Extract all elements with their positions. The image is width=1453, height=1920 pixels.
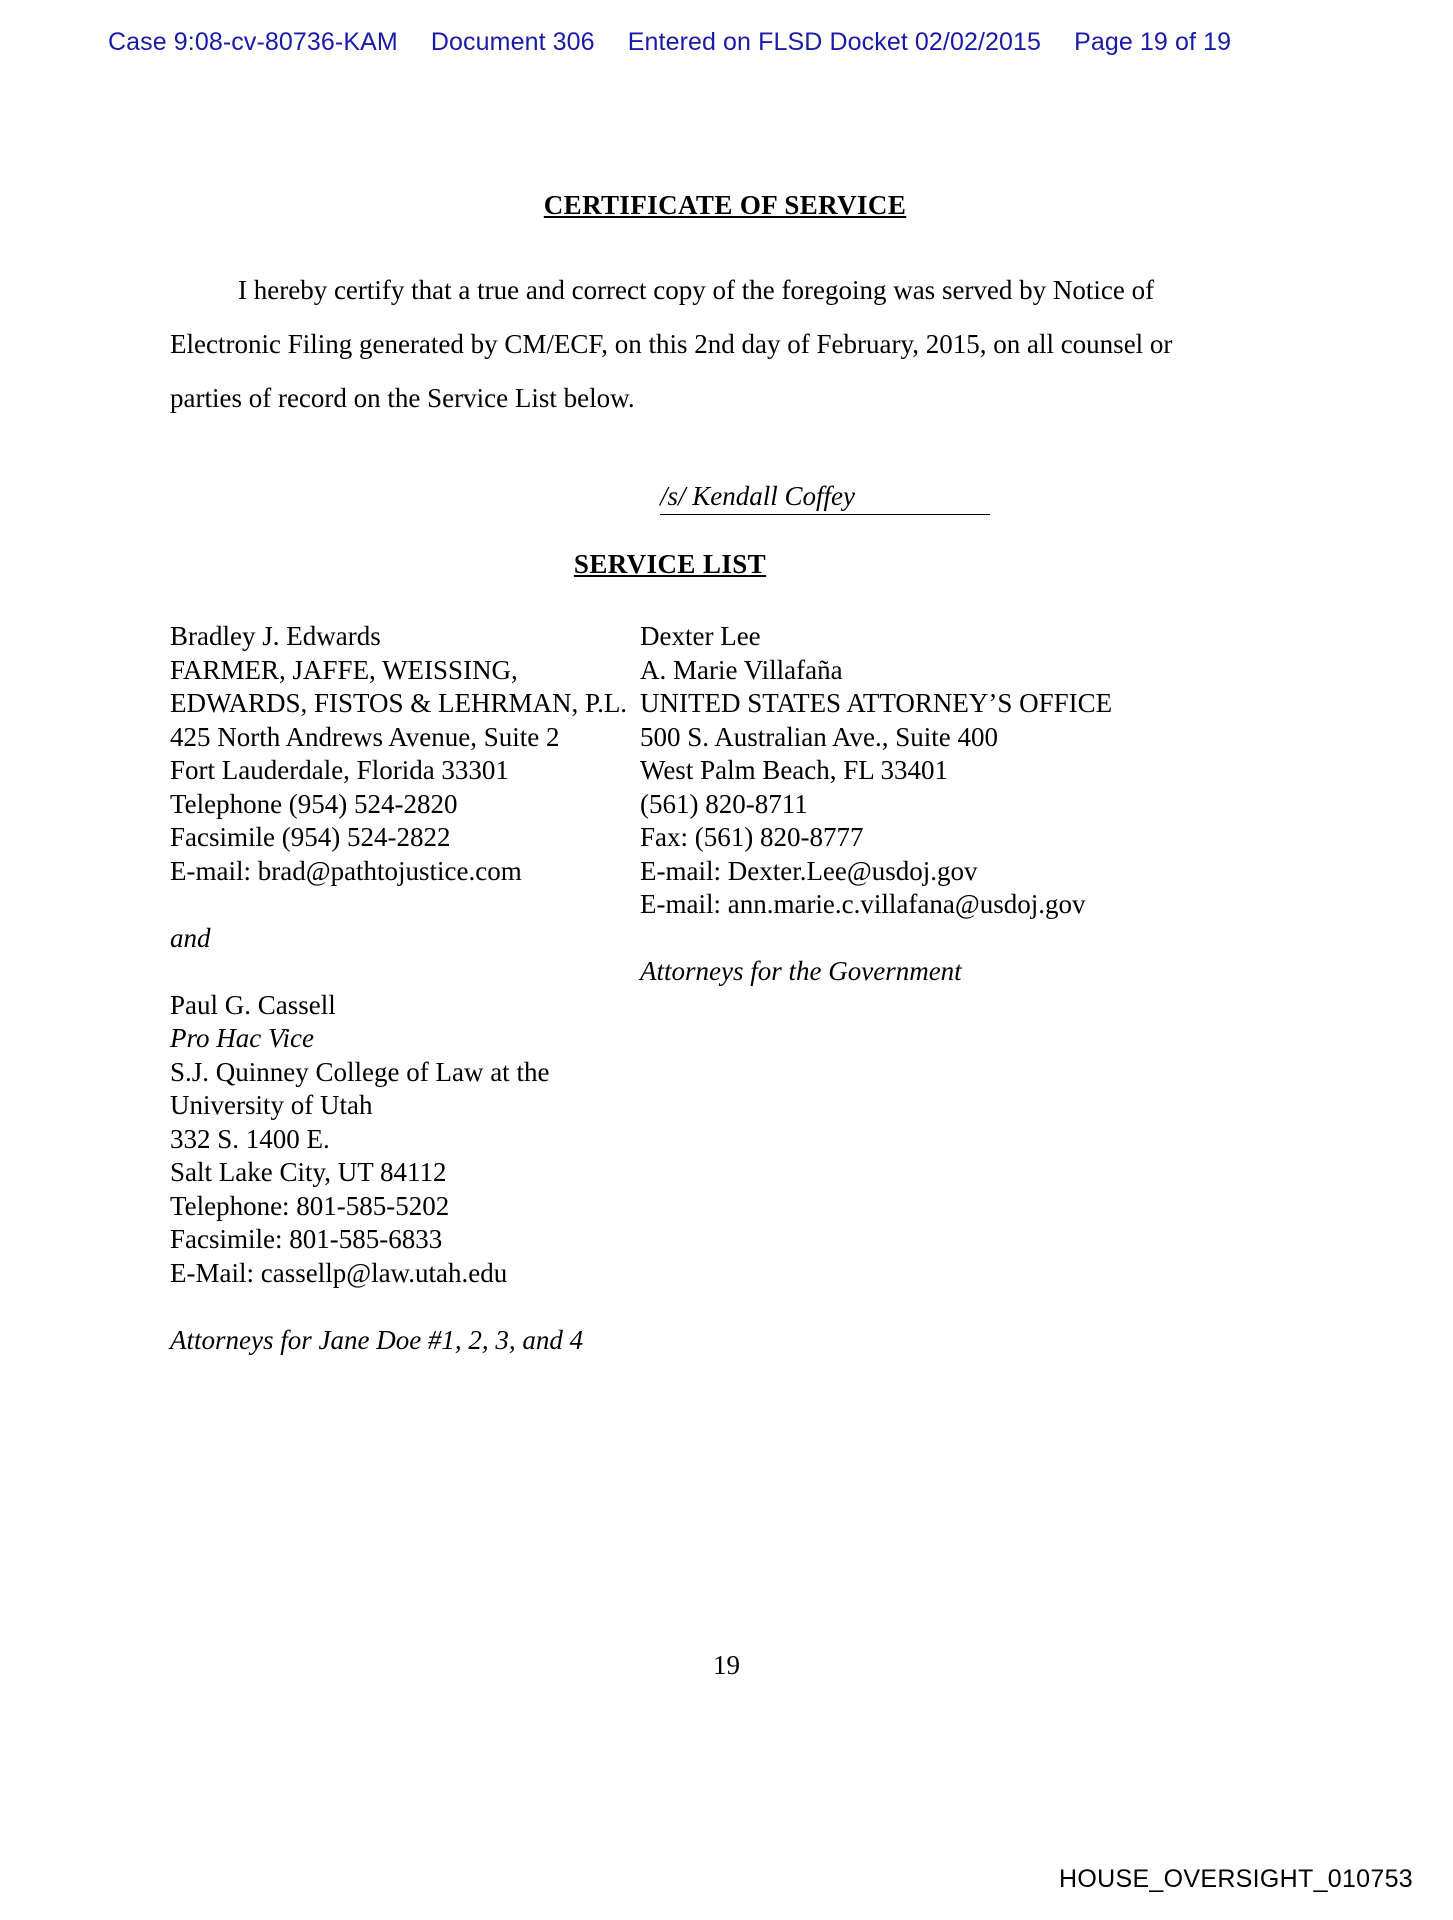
addr-line: FARMER, JAFFE, WEISSING, bbox=[170, 654, 518, 685]
block-spacer bbox=[170, 1290, 640, 1324]
page-number: 19 bbox=[713, 1650, 740, 1680]
signature-area bbox=[170, 481, 1280, 515]
addr-line: E-Mail: cassellp@law.utah.edu bbox=[170, 1257, 508, 1288]
certificate-of-service-heading: CERTIFICATE OF SERVICE bbox=[543, 190, 907, 220]
ecf-case-number: Case 9:08-cv-80736-KAM bbox=[108, 28, 398, 56]
certificate-paragraph-1 bbox=[170, 263, 1280, 317]
addr-line: Telephone: 801-585-5202 bbox=[170, 1190, 450, 1221]
certificate-paragraph-3: parties of record on the Service List below. bbox=[170, 383, 635, 413]
certificate-paragraph-2: Electronic Filing generated by CM/ECF, on this 2nd day of February, 2015, on all counsel or bbox=[170, 329, 1173, 359]
service-list-columns bbox=[170, 620, 1280, 1357]
ecf-page-indicator: Page 19 of 19 bbox=[1074, 28, 1232, 56]
conjunction-and: and bbox=[170, 922, 211, 953]
addr-line: Salt Lake City, UT 84112 bbox=[170, 1157, 447, 1187]
addr-line: A. Marie Villafaña bbox=[640, 654, 843, 685]
block-spacer bbox=[170, 888, 640, 922]
attorneys-for-government-note: Attorneys for the Government bbox=[640, 956, 962, 986]
block-spacer bbox=[640, 922, 1260, 956]
addr-line: (561) 820-8711 bbox=[640, 788, 808, 819]
service-party-edwards bbox=[170, 620, 640, 888]
addr-line: Telephone (954) 524-2820 bbox=[170, 788, 458, 819]
addr-line: Bradley J. Edwards bbox=[170, 621, 381, 651]
addr-line: S.J. Quinney College of Law at the bbox=[170, 1056, 550, 1087]
ecf-docket-entry: Entered on FLSD Docket 02/02/2015 bbox=[627, 28, 1042, 56]
certificate-paragraph-1-text: I hereby certify that a true and correct copy of the foregoing was served by Notice of bbox=[238, 275, 1155, 305]
addr-line: Fort Lauderdale, Florida 33301 bbox=[170, 755, 509, 785]
service-list-left-column bbox=[170, 620, 640, 1357]
addr-line: University of Utah bbox=[170, 1090, 373, 1120]
attorneys-for-jane-doe-note: Attorneys for Jane Doe #1, 2, 3, and 4 bbox=[170, 1324, 584, 1355]
ecf-document-number: Document 306 bbox=[430, 28, 595, 56]
service-party-government bbox=[640, 620, 1260, 922]
bates-stamp: HOUSE_OVERSIGHT_010753 bbox=[1059, 1865, 1413, 1893]
attorney-signature: /s/ Kendall Coffey bbox=[660, 481, 990, 515]
addr-line: West Palm Beach, FL 33401 bbox=[640, 755, 949, 785]
addr-line: E-mail: ann.marie.c.villafana@usdoj.gov bbox=[640, 889, 1086, 919]
addr-line: Facsimile: 801-585-6833 bbox=[170, 1224, 443, 1254]
service-party-cassell bbox=[170, 989, 640, 1291]
addr-line: E-mail: Dexter.Lee@usdoj.gov bbox=[640, 855, 978, 886]
addr-line: EDWARDS, FISTOS & LEHRMAN, P.L. bbox=[170, 688, 628, 718]
addr-line: Fax: (561) 820-8777 bbox=[640, 822, 864, 852]
document-body bbox=[170, 190, 1280, 1357]
addr-line: 500 S. Australian Ave., Suite 400 bbox=[640, 721, 998, 752]
addr-line: 332 S. 1400 E. bbox=[170, 1123, 330, 1154]
addr-line: E-mail: brad@pathtojustice.com bbox=[170, 855, 522, 886]
addr-line: 425 North Andrews Avenue, Suite 2 bbox=[170, 721, 560, 752]
block-spacer bbox=[170, 955, 640, 989]
service-list-right-column bbox=[640, 620, 1260, 1357]
addr-line-pro-hac-vice: Pro Hac Vice bbox=[170, 1023, 314, 1053]
addr-line: Paul G. Cassell bbox=[170, 989, 336, 1020]
addr-line: UNITED STATES ATTORNEY’S OFFICE bbox=[640, 688, 1113, 718]
addr-line: Facsimile (954) 524-2822 bbox=[170, 822, 451, 852]
service-list-heading: SERVICE LIST bbox=[573, 549, 767, 579]
ecf-header-stamp bbox=[108, 28, 1373, 57]
addr-line: Dexter Lee bbox=[640, 621, 761, 651]
